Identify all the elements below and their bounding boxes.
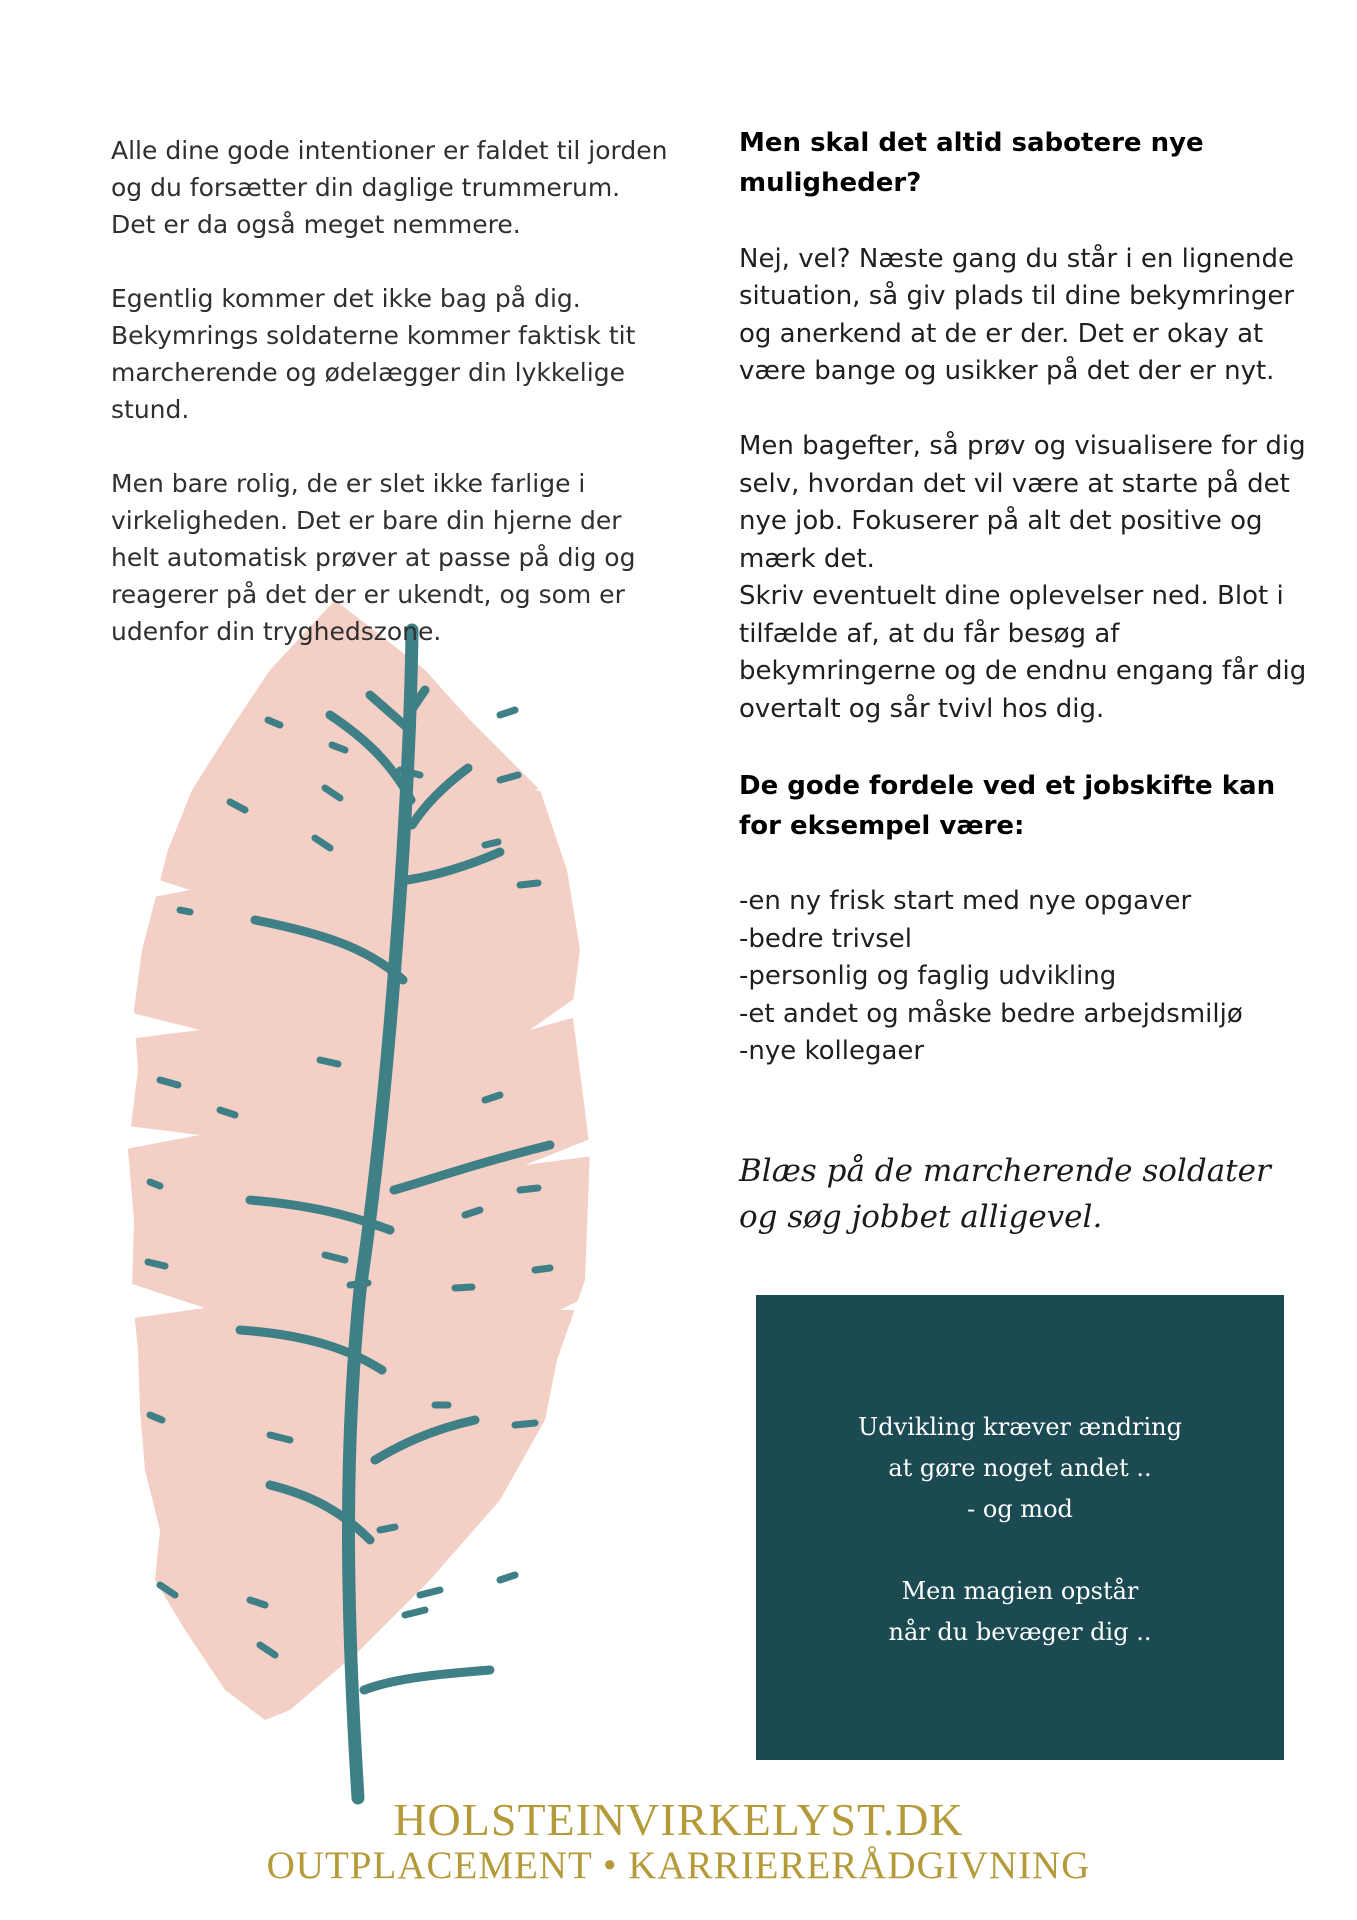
- brand-tagline: OUTPLACEMENT • KARRIERERÅDGIVNING: [266, 1844, 1091, 1887]
- heading-benefits: De gode fordele ved et jobskifte kan for eksempel være:: [739, 770, 1276, 841]
- left-paragraph-3: Men bare rolig, de er slet ikke farlige i virkeligheden. Det er bare din hjerne der helt automatisk prøver at passe på dig og reagerer på det der er ukendt, og som er udenfor din tryghedszone.: [111, 469, 636, 646]
- list-item: -personlig og faglig udvikling: [739, 961, 1117, 991]
- leaf-illustration: [120, 590, 680, 1810]
- card-line: - og mod: [967, 1495, 1073, 1523]
- list-item: -et andet og måske bedre arbejdsmiljø: [739, 998, 1243, 1029]
- right-column: [739, 123, 1319, 1071]
- closing-quote: Blæs på de marcherende soldater og søg jobbet alligevel.: [739, 1153, 1271, 1235]
- paragraph-write-down: Skriv eventuelt dine oplevelser ned. Blot i tilfælde af, at du får besøg af bekymringerne og de endnu engang får dig overtalt og sår tvivl hos dig.: [739, 581, 1307, 724]
- brand-site: HOLSTEINVIRKELYST.DK: [393, 1794, 964, 1845]
- left-paragraph-1: Alle dine gode intentioner er faldet til jorden og du forsætter din daglige trummerum. Det er da også meget nemmere.: [111, 136, 668, 239]
- card-line: Udvikling kræver ændring: [858, 1413, 1182, 1441]
- paragraph-next-time: Nej, vel? Næste gang du står i en lignende situation, så giv plads til dine bekymringer og anerkend at de er der. Det er okay at være bange og usikker på det der er nyt.: [739, 243, 1295, 386]
- left-column: [111, 132, 671, 687]
- list-item: -bedre trivsel: [739, 923, 913, 954]
- card-line: Men magien opstår: [901, 1577, 1139, 1605]
- card-line: når du bevæger dig ..: [888, 1618, 1152, 1646]
- paragraph-visualize: Men bagefter, så prøv og visualisere for dig selv, hvordan det vil være at starte på det nye job. Fokuserer på alt det positive og mærk det.: [739, 431, 1306, 574]
- list-item: -en ny frisk start med nye opgaver: [739, 886, 1192, 916]
- card-line: at gøre noget andet ..: [888, 1454, 1152, 1482]
- benefits-list: [739, 883, 1319, 1071]
- leaf-shape: [128, 600, 590, 1720]
- quote-card: [756, 1295, 1284, 1760]
- footer-brand: [0, 1796, 1357, 1888]
- heading-sabotage: Men skal det altid sabotere nye muligheder?: [739, 128, 1204, 198]
- list-item: -nye kollegaer: [739, 1036, 925, 1066]
- left-paragraph-2: Egentlig kommer det ikke bag på dig. Bekymrings soldaterne kommer faktisk tit marcherende og ødelægger din lykkelige stund.: [111, 284, 636, 424]
